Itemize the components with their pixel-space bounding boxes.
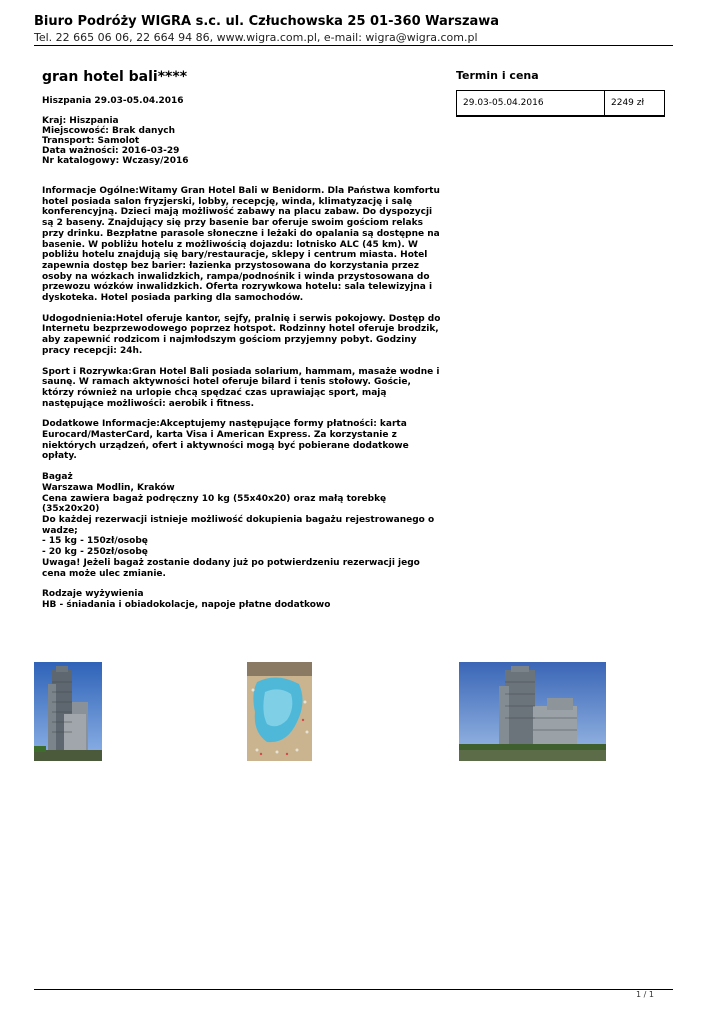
term-price: 2249 zł [605, 91, 665, 117]
price-row [457, 91, 665, 117]
sport-paragraph: Sport i Rozrywka:Gran Hotel Bali posiada solarium, hammam, masaże wodne i saunę. W ramach aktywności hotel oferuje bilard i tenis stołowy. Goście, którzy również na urlopie chcą spędzać czas uprawiając sport, mają następujące możliwości: aerobik i fitness. [42, 366, 440, 409]
meta-location: Miejscowość: Brak danych [42, 126, 176, 136]
price-section [456, 68, 666, 117]
meta-catalog-number: Nr katalogowy: Wczasy/2016 [42, 156, 189, 166]
meta-transport: Transport: Samolot [42, 136, 140, 146]
offer-title: gran hotel bali**** [42, 69, 188, 85]
company-contact: Tel. 22 665 06 06, 22 664 94 86, www.wigra.com.pl, e-mail: wigra@wigra.com.pl [34, 31, 478, 44]
company-name: Biuro Podróży WIGRA s.c. ul. Człuchowska 25 01-360 Warszawa [34, 14, 500, 29]
amenities-paragraph: Udogodnienia:Hotel oferuje kantor, sejfy, pralnię i serwis pokojowy. Dostęp do Internetu bezprzewodowego poprzez hotspot. Rodzinny hotel oferuje brodzik, aby zapewnić rodzicom i najmłodszym gościom przyjemny pobyt. Godziny pracy recepcji: 24h. [42, 313, 441, 356]
additional-info-paragraph: Dodatkowe Informacje:Akceptujemy następujące formy płatności: karta Eurocard/MasterCard, karta Visa i American Express. Za korzystanie z niektórych urządzeń, ofert i aktywności mogą być pobierane dodatkowe opłaty. [42, 419, 409, 462]
page-number: 1 / 1 [636, 990, 654, 999]
hotel-complex-photo [459, 662, 606, 761]
meta-valid-until: Data ważności: 2016-03-29 [42, 146, 180, 156]
general-info-paragraph: Informacje Ogólne:Witamy Gran Hotel Bali w Benidorm. Dla Państwa komfortu hotel posiada salon fryzjerski, lobby, recepcję, winda, klimatyzację i salę konferencyjną. Dzieci mają możliwość zabawy na placu zabaw. Do dyspozycji są 2 baseny. Znajdujący się przy basenie bar oferuje swoim gościom relaks przy drinku. Bezpłatne parasole słoneczne i leżaki do opalania są dostępne na basenie. W pobliżu hotelu z możliwością dojazdu: lotnisko ALC (45 km). W pobliżu hotelu znajdują się bary/restauracje, sklepy i centrum miasta. Hotel zapewnia dostęp bez barier: łazienka przystosowana do korzystania przez osoby na wózkach inwalidzkich, rampa/podnośnik i winda przystosowana do przewozu wózków inwalidzkich. Oferta rozrywkowa hotelu: sala telewizyjna i dyskoteka. Hotel posiada parking dla samochodów. [42, 186, 440, 304]
offer-meta [42, 116, 442, 166]
offer-details [42, 68, 442, 621]
price-table [456, 90, 665, 117]
board-type-paragraph: Rodzaje wyżywienia HB - śniadania i obiadokolacje, napoje płatne dodatkowo [42, 589, 331, 610]
footer-divider [34, 989, 673, 990]
term-date: 29.03-05.04.2016 [457, 91, 605, 117]
meta-country: Kraj: Hiszpania [42, 116, 119, 126]
pool-aerial-photo [247, 662, 312, 761]
price-section-title: Termin i cena [456, 69, 539, 82]
offer-subtitle: Hiszpania 29.03-05.04.2016 [42, 96, 184, 106]
header-divider [34, 45, 673, 46]
baggage-paragraph: Bagaż Warszawa Modlin, Kraków Cena zawiera bagaż podręczny 10 kg (55x40x20) oraz małą torebkę (35x20x20) Do każdej rezerwacji istnieje możliwość dokupienia bagażu rejestrowanego o wadze; - 15 kg - 150zł/osobę - 20 kg - 250zł/osobę Uwaga! Jeżeli bagaż zostanie dodany już po potwierdzeniu rezerwacji jego cena może ulec zmianie. [42, 472, 435, 579]
offer-description [42, 186, 442, 611]
hotel-tower-photo [34, 662, 102, 761]
document-header [34, 14, 674, 45]
